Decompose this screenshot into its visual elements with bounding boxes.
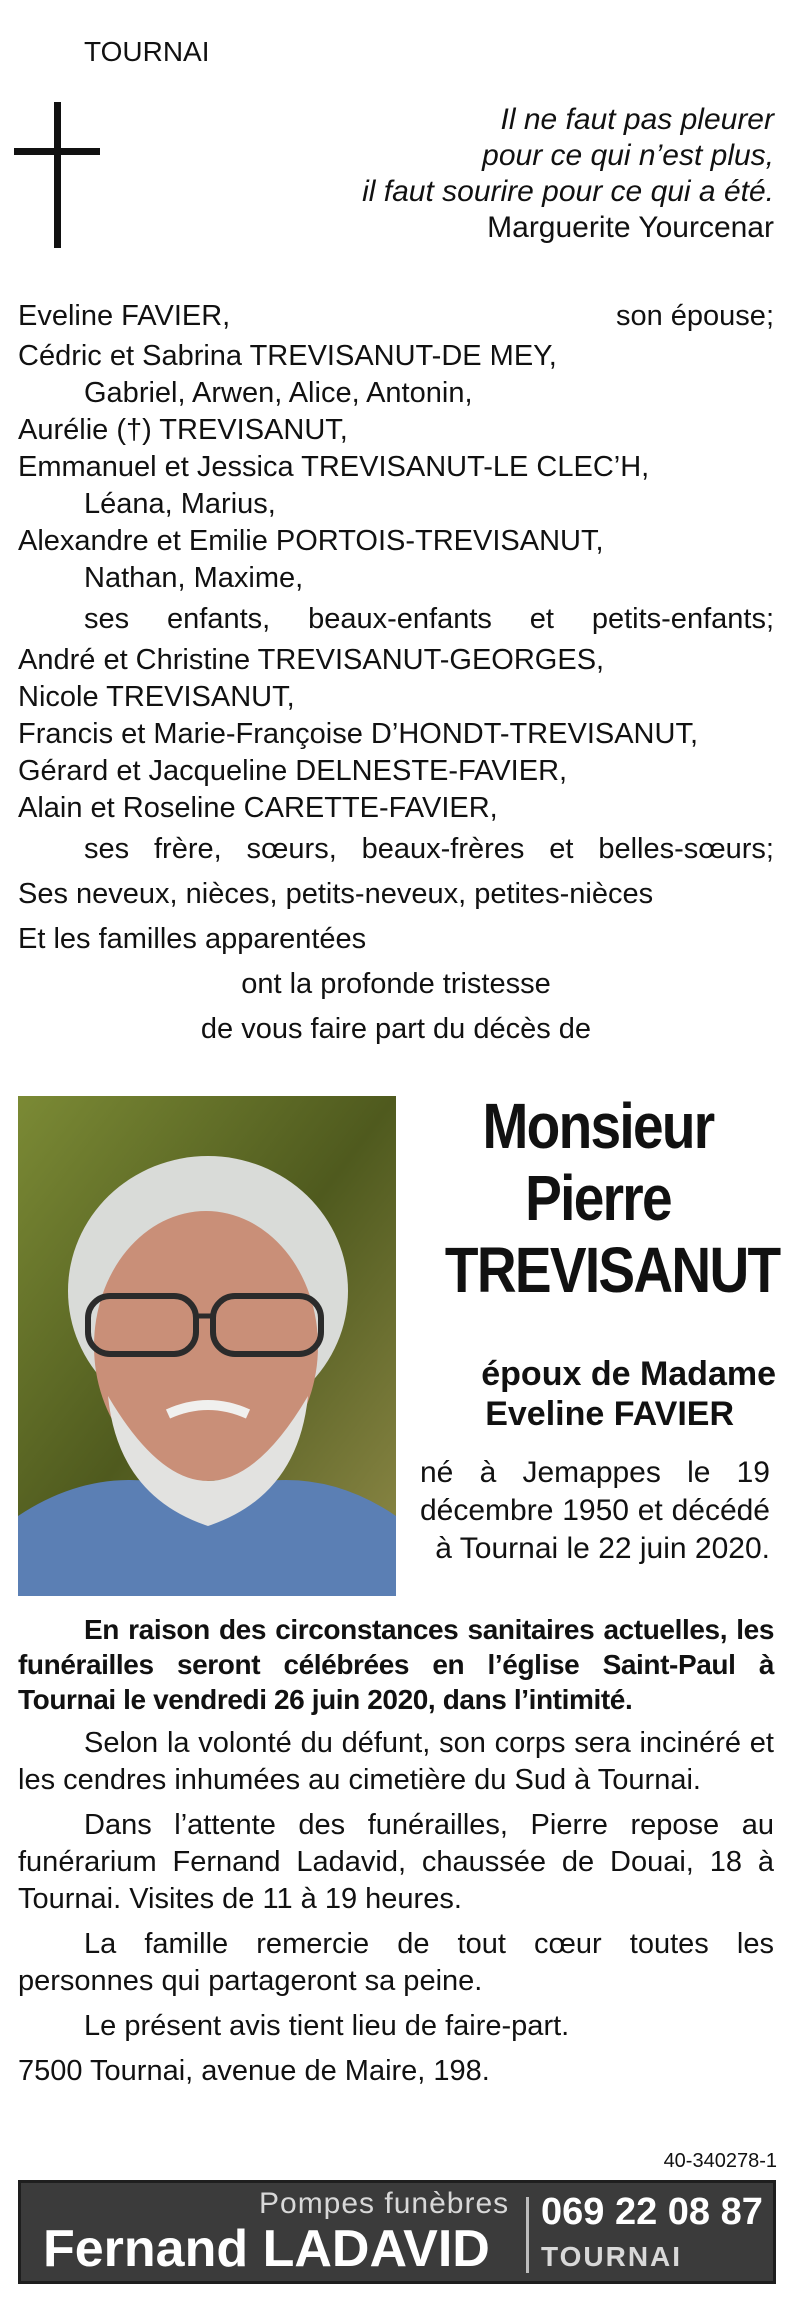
spouse-name: Eveline FAVIER, xyxy=(18,300,231,332)
birth-death-info: né à Jemappes le 19 décembre 1950 et décédé à Tournai le 22 juin 2020. xyxy=(420,1456,770,1565)
siblings-role: ses frère, sœurs, beaux-frères et belles-sœurs; xyxy=(84,833,774,865)
relatives-line: Et les familles apparentées xyxy=(18,923,367,955)
spouse-line-2: Eveline FAVIER xyxy=(485,1395,734,1433)
quote-author: Marguerite Yourcenar xyxy=(487,211,774,244)
spouse-line-1: époux de Madame xyxy=(481,1355,776,1393)
family-member: Aurélie (†) TREVISANUT, xyxy=(18,414,348,446)
cross-icon xyxy=(14,102,100,248)
deceased-first-name: Pierre xyxy=(525,1162,671,1234)
quote-line: pour ce qui n’est plus, xyxy=(482,139,774,172)
header-city: TOURNAI xyxy=(84,36,210,67)
family-member: Francis et Marie-Françoise D’HONDT-TREVISANUT, xyxy=(18,718,698,750)
banner-name: Fernand LADAVID xyxy=(43,2220,490,2278)
address-paragraph: 7500 Tournai, avenue de Maire, 198. xyxy=(18,2055,490,2087)
children-role: ses enfants, beaux-enfants et petits-enfants; xyxy=(84,603,774,635)
family-member: Alain et Roseline CARETTE-FAVIER, xyxy=(18,792,498,824)
banner-city: TOURNAI xyxy=(541,2241,683,2272)
family-member: Nicole TREVISANUT, xyxy=(18,681,295,713)
quote-line: Il ne faut pas pleurer xyxy=(500,103,774,136)
portrait-photo xyxy=(18,1096,396,1596)
family-member: Alexandre et Emilie PORTOIS-TREVISANUT, xyxy=(18,525,604,557)
visit-paragraph: Dans l’attente des funérailles, Pierre repose au funérarium Fernand Ladavid, chaussée de Douai, 18 à Tournai. Visites de 11 à 19 heures. xyxy=(18,1809,774,1915)
family-member: Cédric et Sabrina TREVISANUT-DE MEY, xyxy=(18,340,557,372)
spouse-role: son épouse; xyxy=(615,300,774,332)
banner-top: Pompes funèbres xyxy=(259,2187,510,2220)
funeral-paragraph: En raison des circonstances sanitaires actuelles, les funérailles seront célébrées en l’église Saint-Paul à Tournai le vendredi 26 juin 2020, dans l’intimité. xyxy=(18,1614,774,1715)
family-member: Gérard et Jacqueline DELNESTE-FAVIER, xyxy=(18,755,568,787)
announce-line: de vous faire part du décès de xyxy=(200,1013,592,1045)
banner-phone: 069 22 08 87 xyxy=(541,2191,763,2233)
reference-number: 40-340278-1 xyxy=(663,2150,777,2172)
family-member: Nathan, Maxime, xyxy=(84,562,304,594)
family-member: Emmanuel et Jessica TREVISANUT-LE CLEC’H, xyxy=(18,451,650,483)
cremation-paragraph: Selon la volonté du défunt, son corps sera incinéré et les cendres inhumées au cimetière du Sud à Tournai. xyxy=(18,1727,774,1796)
deceased-name xyxy=(420,1090,780,1306)
announce-line: ont la profonde tristesse xyxy=(241,968,551,1000)
thanks-paragraph: La famille remercie de tout cœur toutes les personnes qui partageront sa peine. xyxy=(18,1928,774,1997)
notice-body xyxy=(18,1612,774,2098)
spouse-line xyxy=(18,294,774,338)
notice-paragraph: Le présent avis tient lieu de faire-part. xyxy=(84,2010,570,2042)
spouse-info xyxy=(420,1354,776,1434)
family-list xyxy=(18,294,774,1052)
portrait-illustration xyxy=(18,1096,396,1596)
family-member: André et Christine TREVISANUT-GEORGES, xyxy=(18,644,605,676)
nephews-line: Ses neveux, nièces, petits-neveux, petites-nièces xyxy=(18,878,654,910)
deceased-last-name: TREVISANUT xyxy=(444,1234,780,1306)
banner-divider xyxy=(526,2197,529,2273)
deceased-title: Monsieur xyxy=(482,1090,714,1162)
quote-line: il faut sourire pour ce qui a été. xyxy=(362,175,774,208)
family-member: Gabriel, Arwen, Alice, Antonin, xyxy=(84,377,473,409)
family-member: Léana, Marius, xyxy=(84,488,276,520)
funeral-home-banner xyxy=(18,2180,776,2284)
epitaph-quote xyxy=(362,102,774,246)
